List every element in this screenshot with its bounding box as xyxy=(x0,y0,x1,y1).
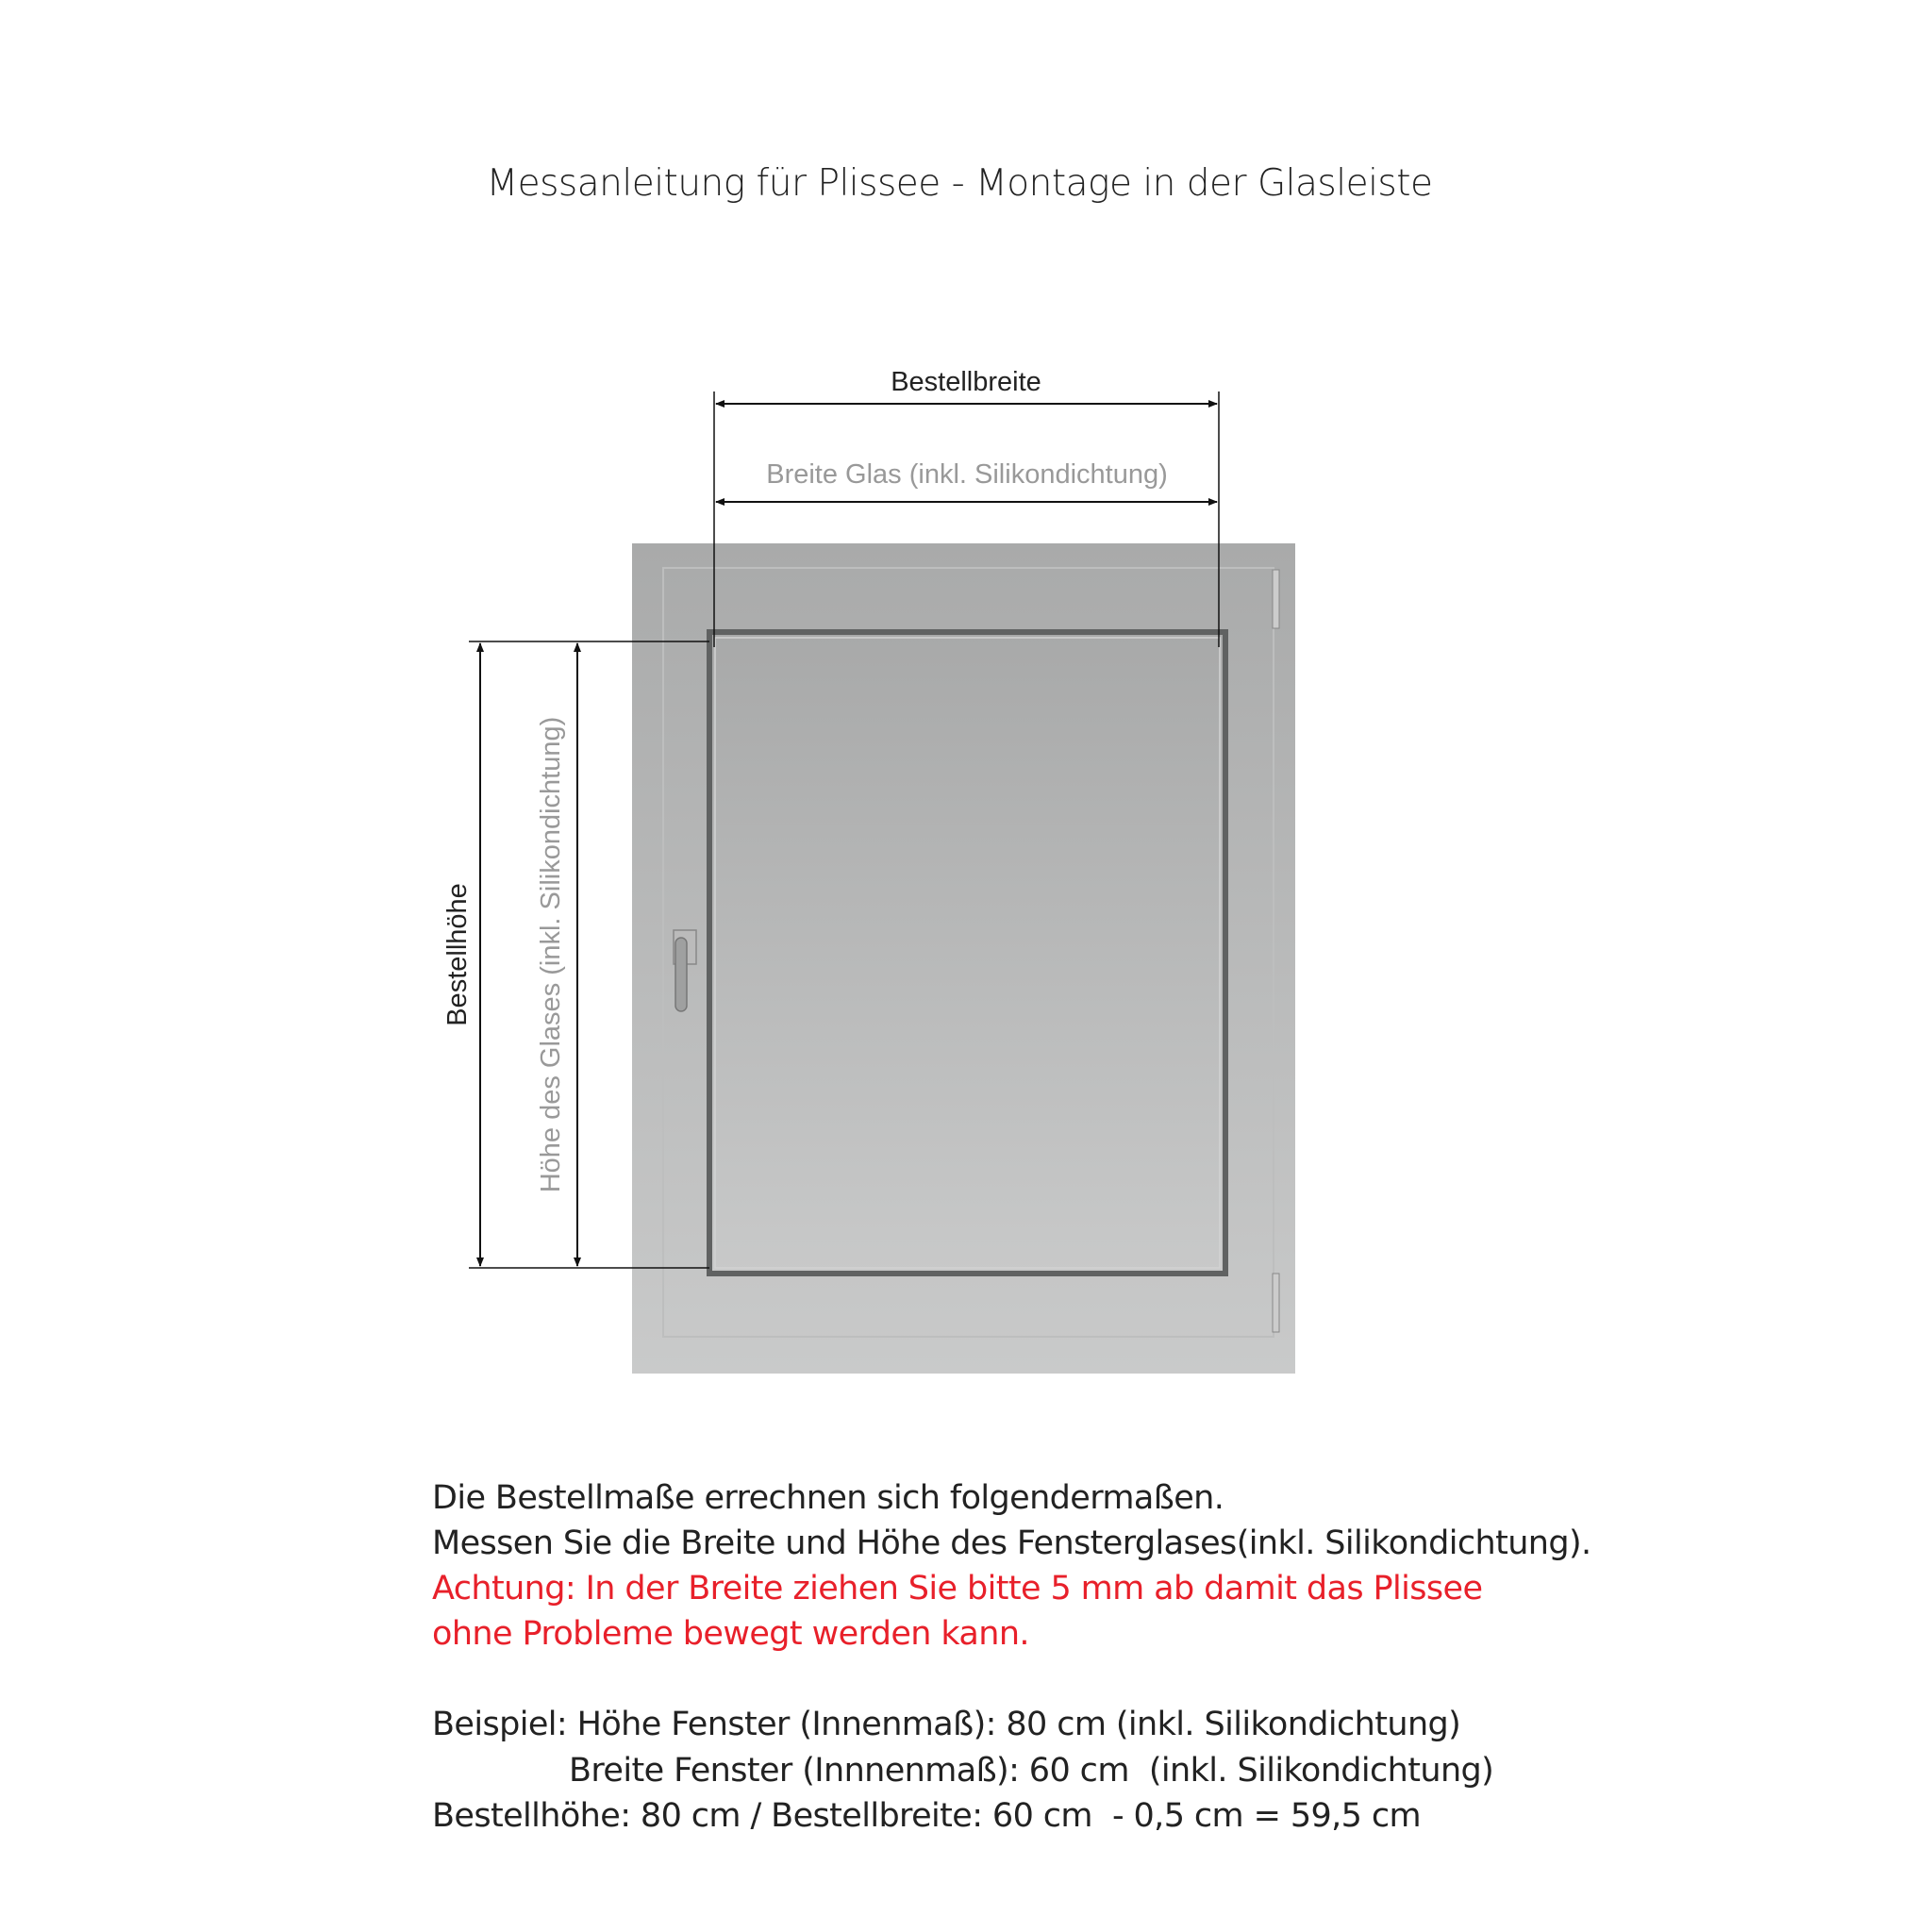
page-title: Messanleitung für Plissee - Montage in der Glasleiste xyxy=(486,162,1433,205)
glass-width-label: Breite Glas (inkl. Silikondichtung) xyxy=(766,459,1168,490)
order-height-label: Bestellhöhe xyxy=(442,883,473,1026)
order-width-label: Bestellbreite xyxy=(891,367,1041,397)
example-result-line: Bestellhöhe: 80 cm / Bestellbreite: 60 cm - 0,5 cm = 59,5 cm xyxy=(432,1797,1422,1835)
window-glass xyxy=(709,632,1225,1274)
warning-line: Achtung: In der Breite ziehen Sie bitte 5 mm ab damit das Plissee xyxy=(432,1570,1483,1607)
instruction-line: Die Bestellmaße errechnen sich folgendermaßen. xyxy=(432,1479,1224,1517)
instruction-line: Messen Sie die Breite und Höhe des Fensterglases(inkl. Silikondichtung). xyxy=(432,1524,1591,1562)
glass-height-label: Höhe des Glases (inkl. Silikondichtung) xyxy=(536,716,566,1193)
example-line: Beispiel: Höhe Fenster (Innenmaß): 80 cm (inkl. Silikondichtung) xyxy=(432,1706,1461,1743)
hinge-top-icon xyxy=(1273,570,1279,628)
example-line: Breite Fenster (Innnenmaß): 60 cm (inkl. Silikondichtung) xyxy=(569,1752,1494,1790)
warning-line: ohne Probleme bewegt werden kann. xyxy=(432,1615,1029,1653)
hinge-bottom-icon xyxy=(1273,1274,1279,1332)
